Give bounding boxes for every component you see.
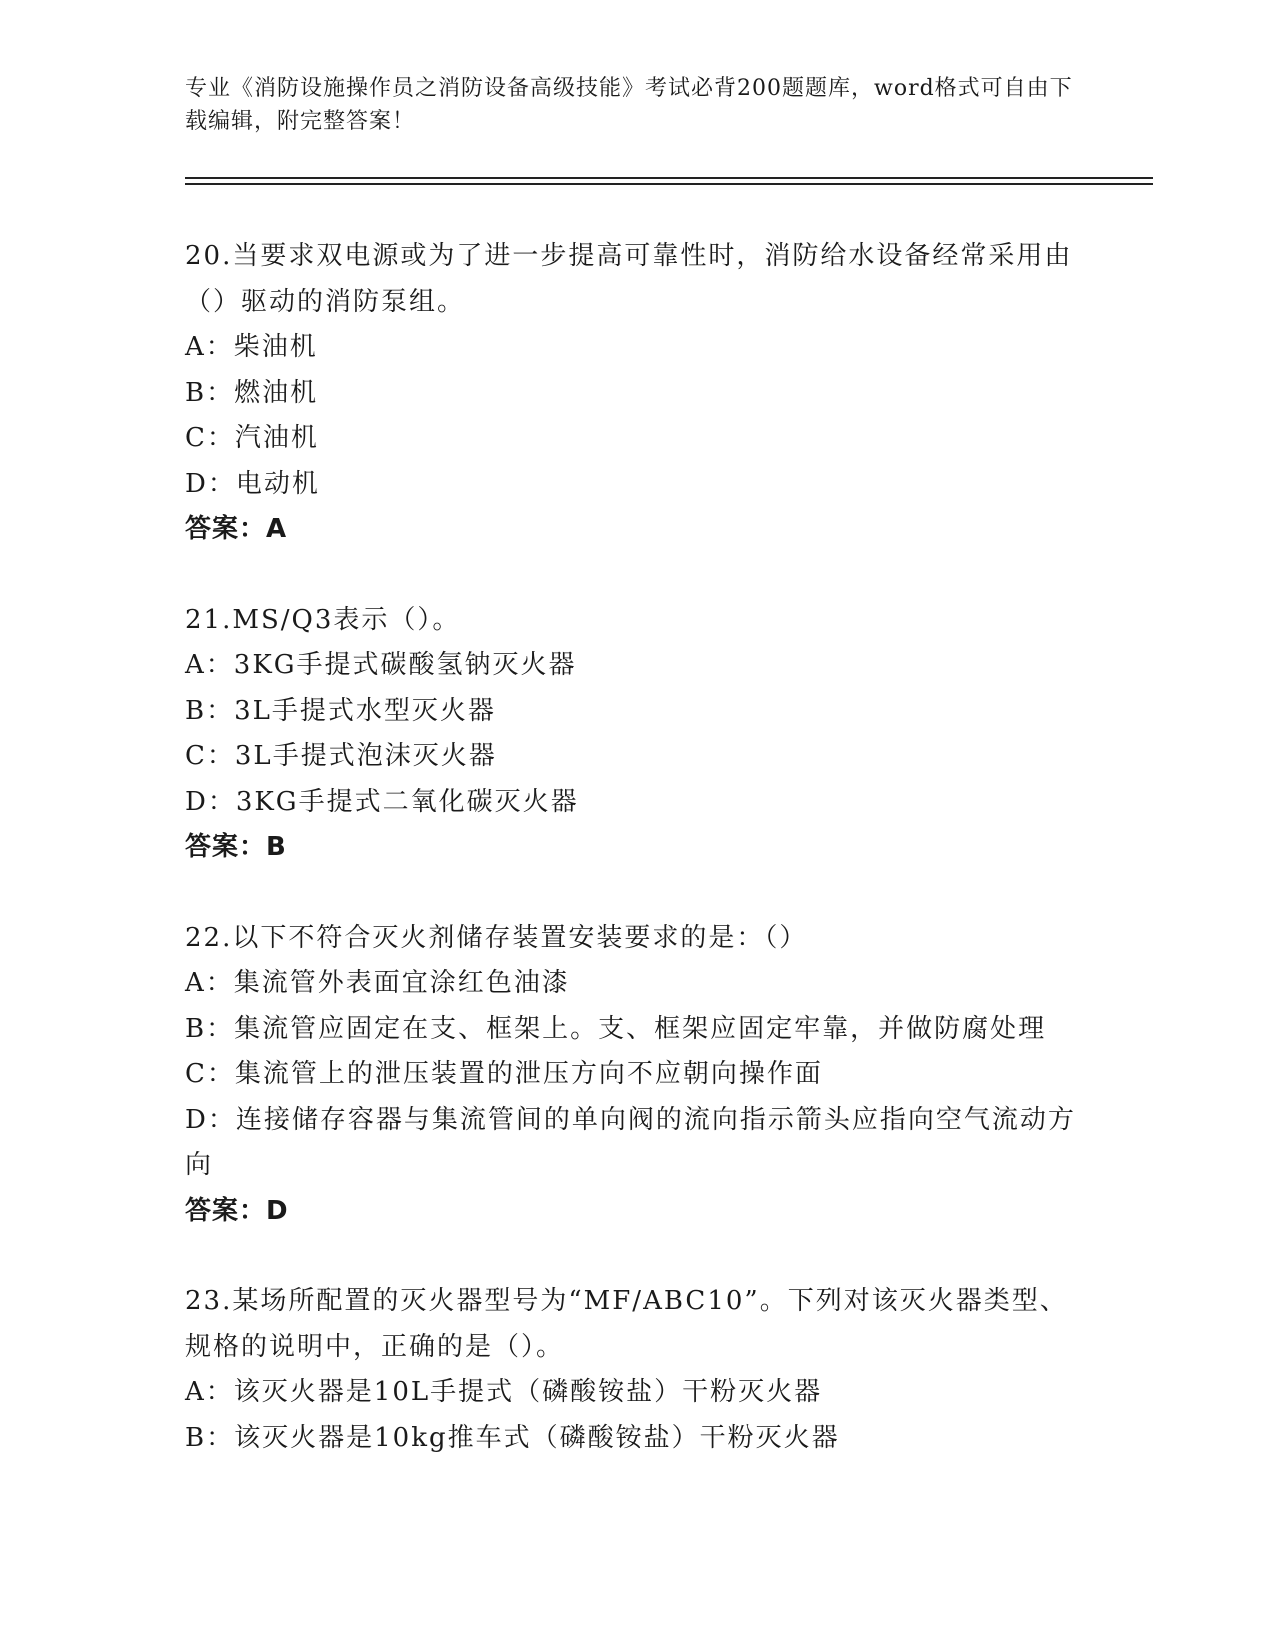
- option-a: A：3KG手提式碳酸氢钠灭火器: [185, 650, 577, 680]
- header-text: 专业《消防设施操作员之消防设备高级技能》考试必背200题题库，word格式可自由下载编辑，附完整答案！: [185, 76, 1073, 134]
- option-d: D：3KG手提式二氧化碳灭火器: [185, 786, 579, 817]
- option-c: C：3L手提式泡沫灭火器: [185, 741, 497, 771]
- option-a: A：该灭火器是10L手提式（磷酸铵盐）干粉灭火器: [185, 1377, 823, 1407]
- answer-text: 答案：A: [185, 514, 288, 544]
- question-block: [185, 916, 1085, 1235]
- question-block: [185, 598, 1085, 871]
- option-a: A：集流管外表面宜涂红色油漆: [185, 968, 570, 998]
- option-b: B：集流管应固定在支、框架上。支、框架应固定牢靠，并做防腐处理: [185, 1013, 1047, 1044]
- question-text: 22.以下不符合灭火剂储存装置安装要求的是：（）: [185, 922, 808, 953]
- header-rule-bottom: [185, 183, 1153, 185]
- option-b: B：3L手提式水型灭火器: [185, 695, 496, 726]
- option-a: A：柴油机: [185, 332, 318, 362]
- question-text: 21.MS/Q3表示（）。: [185, 604, 461, 635]
- answer-text: 答案：D: [185, 1195, 289, 1226]
- question-block: [185, 234, 1085, 553]
- question-text: 20.当要求双电源或为了进一步提高可靠性时，消防给水设备经常采用由（）驱动的消防泵组。: [185, 241, 1073, 317]
- question-text: 23.某场所配置的灭火器型号为“MF/ABC10”。下列对该灭火器类型、规格的说明中，正确的是（）。: [185, 1286, 1068, 1362]
- option-b: B：该灭火器是10kg推车式（磷酸铵盐）干粉灭火器: [185, 1422, 840, 1453]
- option-c: C：汽油机: [185, 423, 319, 453]
- option-b: B：燃油机: [185, 377, 319, 408]
- option-d: D：电动机: [185, 468, 320, 499]
- option-c: C：集流管上的泄压装置的泄压方向不应朝向操作面: [185, 1059, 823, 1089]
- question-block: [185, 1279, 1085, 1461]
- question-list: [185, 234, 1085, 1506]
- answer-text: 答案：B: [185, 832, 287, 862]
- option-d: D：连接储存容器与集流管间的单向阀的流向指示箭头应指向空气流动方向: [185, 1104, 1076, 1180]
- header-rule-top: [185, 177, 1153, 179]
